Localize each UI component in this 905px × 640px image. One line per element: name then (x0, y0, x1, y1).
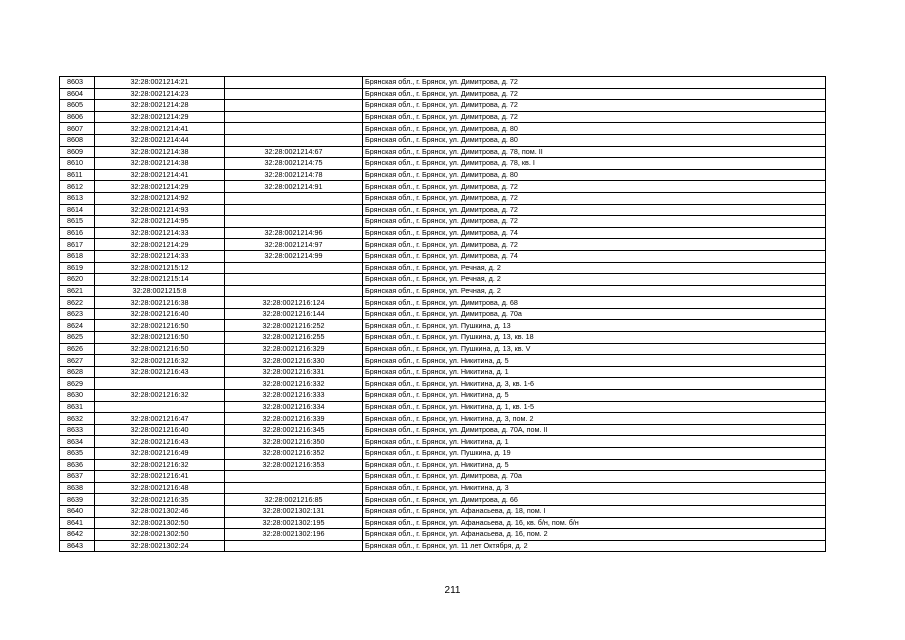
cadastral-number-cell: 32:28:0021216:49 (95, 448, 225, 460)
cadastral-number-cell: 32:28:0021214:41 (95, 169, 225, 181)
address-cell: Брянская обл., г. Брянск, ул. Димитрова, д. 72 (363, 216, 826, 228)
object-cadastral-number-cell (225, 204, 363, 216)
cadastral-number-cell: 32:28:0021216:41 (95, 471, 225, 483)
object-cadastral-number-cell: 32:28:0021216:339 (225, 413, 363, 425)
table-row (60, 274, 826, 286)
cadastral-number-cell: 32:28:0021214:38 (95, 158, 225, 170)
object-cadastral-number-cell (225, 88, 363, 100)
table-row (60, 517, 826, 529)
table-row (60, 123, 826, 135)
row-number-cell: 8614 (60, 204, 95, 216)
cadastral-number-cell: 32:28:0021215:14 (95, 274, 225, 286)
cadastral-number-cell: 32:28:0021214:29 (95, 239, 225, 251)
row-number-cell: 8625 (60, 332, 95, 344)
row-number-cell: 8626 (60, 343, 95, 355)
address-cell: Брянская обл., г. Брянск, ул. Афанасьева, д. 16, кв. б/н, пом. б/н (363, 517, 826, 529)
row-number-cell: 8610 (60, 158, 95, 170)
table-row (60, 204, 826, 216)
object-cadastral-number-cell: 32:28:0021216:255 (225, 332, 363, 344)
row-number-cell: 8616 (60, 227, 95, 239)
table-row (60, 239, 826, 251)
row-number-cell: 8642 (60, 529, 95, 541)
row-number-cell: 8632 (60, 413, 95, 425)
address-cell: Брянская обл., г. Брянск, ул. Димитрова, д. 80 (363, 134, 826, 146)
table-row (60, 343, 826, 355)
cadastral-number-cell: 32:28:0021216:38 (95, 297, 225, 309)
address-cell: Брянская обл., г. Брянск, ул. Димитрова, д. 74 (363, 227, 826, 239)
address-cell: Брянская обл., г. Брянск, ул. Афанасьева, д. 18, пом. I (363, 505, 826, 517)
address-cell: Брянская обл., г. Брянск, ул. Димитрова, д. 70а (363, 471, 826, 483)
row-number-cell: 8637 (60, 471, 95, 483)
cadastral-number-cell: 32:28:0021216:32 (95, 459, 225, 471)
cadastral-number-cell: 32:28:0021216:40 (95, 308, 225, 320)
row-number-cell: 8606 (60, 111, 95, 123)
cadastral-number-cell: 32:28:0021302:50 (95, 517, 225, 529)
object-cadastral-number-cell (225, 274, 363, 286)
object-cadastral-number-cell: 32:28:0021216:332 (225, 378, 363, 390)
row-number-cell: 8639 (60, 494, 95, 506)
row-number-cell: 8617 (60, 239, 95, 251)
table-row (60, 471, 826, 483)
table-row (60, 169, 826, 181)
row-number-cell: 8618 (60, 250, 95, 262)
table-row (60, 216, 826, 228)
cadastral-number-cell: 32:28:0021214:29 (95, 181, 225, 193)
cadastral-number-cell: 32:28:0021214:21 (95, 77, 225, 89)
row-number-cell: 8633 (60, 424, 95, 436)
address-cell: Брянская обл., г. Брянск, ул. Никитина, д. 1, кв. 1-5 (363, 401, 826, 413)
address-cell: Брянская обл., г. Брянск, ул. Никитина, д. 1 (363, 436, 826, 448)
row-number-cell: 8638 (60, 482, 95, 494)
cadastral-number-cell: 32:28:0021214:28 (95, 100, 225, 112)
object-cadastral-number-cell (225, 540, 363, 552)
table-row (60, 459, 826, 471)
address-cell: Брянская обл., г. Брянск, ул. Никитина, д. 5 (363, 459, 826, 471)
address-cell: Брянская обл., г. Брянск, ул. Димитрова, д. 72 (363, 181, 826, 193)
row-number-cell: 8604 (60, 88, 95, 100)
cadastral-number-cell: 32:28:0021302:46 (95, 505, 225, 517)
table-row (60, 134, 826, 146)
cadastral-number-cell: 32:28:0021214:33 (95, 250, 225, 262)
row-number-cell: 8636 (60, 459, 95, 471)
table-row (60, 540, 826, 552)
registry-table (59, 76, 826, 552)
object-cadastral-number-cell: 32:28:0021216:85 (225, 494, 363, 506)
address-cell: Брянская обл., г. Брянск, ул. Речная, д. 2 (363, 262, 826, 274)
cadastral-number-cell: 32:28:0021214:41 (95, 123, 225, 135)
row-number-cell: 8620 (60, 274, 95, 286)
object-cadastral-number-cell (225, 192, 363, 204)
table-row (60, 378, 826, 390)
row-number-cell: 8609 (60, 146, 95, 158)
table-row (60, 158, 826, 170)
object-cadastral-number-cell (225, 262, 363, 274)
address-cell: Брянская обл., г. Брянск, ул. 11 лет Октября, д. 2 (363, 540, 826, 552)
address-cell: Брянская обл., г. Брянск, ул. Димитрова, д. 72 (363, 88, 826, 100)
table-row (60, 320, 826, 332)
row-number-cell: 8612 (60, 181, 95, 193)
object-cadastral-number-cell: 32:28:0021216:330 (225, 355, 363, 367)
object-cadastral-number-cell (225, 77, 363, 89)
table-row (60, 77, 826, 89)
cadastral-number-cell: 32:28:0021302:50 (95, 529, 225, 541)
object-cadastral-number-cell: 32:28:0021214:75 (225, 158, 363, 170)
cadastral-number-cell: 32:28:0021215:8 (95, 285, 225, 297)
object-cadastral-number-cell (225, 134, 363, 146)
row-number-cell: 8627 (60, 355, 95, 367)
row-number-cell: 8621 (60, 285, 95, 297)
cadastral-number-cell: 32:28:0021214:29 (95, 111, 225, 123)
table-row (60, 227, 826, 239)
row-number-cell: 8623 (60, 308, 95, 320)
address-cell: Брянская обл., г. Брянск, ул. Димитрова, д. 70А, пом. II (363, 424, 826, 436)
address-cell: Брянская обл., г. Брянск, ул. Димитрова, д. 72 (363, 204, 826, 216)
cadastral-number-cell: 32:28:0021216:43 (95, 366, 225, 378)
address-cell: Брянская обл., г. Брянск, ул. Никитина, д. 5 (363, 355, 826, 367)
cadastral-number-cell: 32:28:0021214:95 (95, 216, 225, 228)
cadastral-number-cell: 32:28:0021214:92 (95, 192, 225, 204)
cadastral-number-cell: 32:28:0021216:50 (95, 320, 225, 332)
row-number-cell: 8635 (60, 448, 95, 460)
table-row (60, 285, 826, 297)
row-number-cell: 8615 (60, 216, 95, 228)
address-cell: Брянская обл., г. Брянск, ул. Никитина, д. 3, пом. 2 (363, 413, 826, 425)
table-row (60, 192, 826, 204)
object-cadastral-number-cell: 32:28:0021216:353 (225, 459, 363, 471)
row-number-cell: 8643 (60, 540, 95, 552)
table-row (60, 505, 826, 517)
address-cell: Брянская обл., г. Брянск, ул. Димитрова, д. 66 (363, 494, 826, 506)
address-cell: Брянская обл., г. Брянск, ул. Димитрова, д. 78, пом. II (363, 146, 826, 158)
cadastral-number-cell: 32:28:0021214:93 (95, 204, 225, 216)
cadastral-number-cell: 32:28:0021216:35 (95, 494, 225, 506)
row-number-cell: 8608 (60, 134, 95, 146)
cadastral-number-cell (95, 378, 225, 390)
table-row (60, 448, 826, 460)
object-cadastral-number-cell: 32:28:0021216:252 (225, 320, 363, 332)
address-cell: Брянская обл., г. Брянск, ул. Димитрова, д. 72 (363, 192, 826, 204)
cadastral-number-cell: 32:28:0021215:12 (95, 262, 225, 274)
row-number-cell: 8641 (60, 517, 95, 529)
table-row (60, 250, 826, 262)
address-cell: Брянская обл., г. Брянск, ул. Димитрова, д. 72 (363, 239, 826, 251)
table-row (60, 413, 826, 425)
address-cell: Брянская обл., г. Брянск, ул. Димитрова, д. 80 (363, 169, 826, 181)
address-cell: Брянская обл., г. Брянск, ул. Пушкина, д. 13 (363, 320, 826, 332)
object-cadastral-number-cell: 32:28:0021214:78 (225, 169, 363, 181)
table-row (60, 111, 826, 123)
object-cadastral-number-cell: 32:28:0021216:333 (225, 390, 363, 402)
row-number-cell: 8634 (60, 436, 95, 448)
table-row (60, 436, 826, 448)
cadastral-number-cell: 32:28:0021216:43 (95, 436, 225, 448)
address-cell: Брянская обл., г. Брянск, ул. Пушкина, д. 19 (363, 448, 826, 460)
address-cell: Брянская обл., г. Брянск, ул. Димитрова, д. 72 (363, 100, 826, 112)
cadastral-number-cell: 32:28:0021216:32 (95, 390, 225, 402)
object-cadastral-number-cell (225, 482, 363, 494)
row-number-cell: 8631 (60, 401, 95, 413)
cadastral-number-cell: 32:28:0021216:32 (95, 355, 225, 367)
address-cell: Брянская обл., г. Брянск, ул. Речная, д. 2 (363, 285, 826, 297)
row-number-cell: 8622 (60, 297, 95, 309)
cadastral-number-cell: 32:28:0021216:48 (95, 482, 225, 494)
table-row (60, 424, 826, 436)
table-row (60, 366, 826, 378)
cadastral-number-cell: 32:28:0021214:33 (95, 227, 225, 239)
object-cadastral-number-cell: 32:28:0021214:99 (225, 250, 363, 262)
table-row (60, 297, 826, 309)
row-number-cell: 8629 (60, 378, 95, 390)
object-cadastral-number-cell (225, 285, 363, 297)
address-cell: Брянская обл., г. Брянск, ул. Никитина, д. 5 (363, 390, 826, 402)
table-row (60, 262, 826, 274)
row-number-cell: 8611 (60, 169, 95, 181)
address-cell: Брянская обл., г. Брянск, ул. Пушкина, д. 13, кв. V (363, 343, 826, 355)
address-cell: Брянская обл., г. Брянск, ул. Димитрова, д. 78, кв. I (363, 158, 826, 170)
row-number-cell: 8613 (60, 192, 95, 204)
table-row (60, 494, 826, 506)
object-cadastral-number-cell: 32:28:0021216:352 (225, 448, 363, 460)
object-cadastral-number-cell: 32:28:0021302:131 (225, 505, 363, 517)
cadastral-number-cell: 32:28:0021216:50 (95, 343, 225, 355)
cadastral-number-cell: 32:28:0021302:24 (95, 540, 225, 552)
cadastral-number-cell (95, 401, 225, 413)
object-cadastral-number-cell: 32:28:0021216:124 (225, 297, 363, 309)
object-cadastral-number-cell: 32:28:0021302:196 (225, 529, 363, 541)
address-cell: Брянская обл., г. Брянск, ул. Димитрова, д. 74 (363, 250, 826, 262)
table-row (60, 332, 826, 344)
object-cadastral-number-cell (225, 471, 363, 483)
cadastral-number-cell: 32:28:0021216:40 (95, 424, 225, 436)
cadastral-number-cell: 32:28:0021214:38 (95, 146, 225, 158)
row-number-cell: 8605 (60, 100, 95, 112)
table-row (60, 482, 826, 494)
address-cell: Брянская обл., г. Брянск, ул. Афанасьева, д. 16, пом. 2 (363, 529, 826, 541)
object-cadastral-number-cell: 32:28:0021216:334 (225, 401, 363, 413)
address-cell: Брянская обл., г. Брянск, ул. Димитрова, д. 72 (363, 77, 826, 89)
address-cell: Брянская обл., г. Брянск, ул. Речная, д. 2 (363, 274, 826, 286)
object-cadastral-number-cell: 32:28:0021214:97 (225, 239, 363, 251)
object-cadastral-number-cell: 32:28:0021302:195 (225, 517, 363, 529)
object-cadastral-number-cell: 32:28:0021216:345 (225, 424, 363, 436)
address-cell: Брянская обл., г. Брянск, ул. Димитрова, д. 72 (363, 111, 826, 123)
address-cell: Брянская обл., г. Брянск, ул. Димитрова, д. 68 (363, 297, 826, 309)
cadastral-number-cell: 32:28:0021216:47 (95, 413, 225, 425)
object-cadastral-number-cell: 32:28:0021214:91 (225, 181, 363, 193)
registry-table-body (60, 77, 826, 552)
object-cadastral-number-cell: 32:28:0021216:350 (225, 436, 363, 448)
table-row (60, 100, 826, 112)
page-number: 211 (444, 585, 461, 596)
row-number-cell: 8603 (60, 77, 95, 89)
row-number-cell: 8607 (60, 123, 95, 135)
table-row (60, 401, 826, 413)
object-cadastral-number-cell: 32:28:0021216:144 (225, 308, 363, 320)
address-cell: Брянская обл., г. Брянск, ул. Пушкина, д. 13, кв. 18 (363, 332, 826, 344)
object-cadastral-number-cell: 32:28:0021214:96 (225, 227, 363, 239)
row-number-cell: 8630 (60, 390, 95, 402)
object-cadastral-number-cell: 32:28:0021216:329 (225, 343, 363, 355)
object-cadastral-number-cell (225, 111, 363, 123)
table-row (60, 390, 826, 402)
row-number-cell: 8619 (60, 262, 95, 274)
object-cadastral-number-cell: 32:28:0021216:331 (225, 366, 363, 378)
address-cell: Брянская обл., г. Брянск, ул. Никитина, д. 3, кв. 1-6 (363, 378, 826, 390)
table-row (60, 529, 826, 541)
address-cell: Брянская обл., г. Брянск, ул. Никитина, д. 3 (363, 482, 826, 494)
table-row (60, 88, 826, 100)
object-cadastral-number-cell (225, 216, 363, 228)
table-row (60, 308, 826, 320)
table-row (60, 146, 826, 158)
cadastral-number-cell: 32:28:0021216:50 (95, 332, 225, 344)
object-cadastral-number-cell (225, 100, 363, 112)
object-cadastral-number-cell (225, 123, 363, 135)
cadastral-number-cell: 32:28:0021214:44 (95, 134, 225, 146)
table-row (60, 355, 826, 367)
table-row (60, 181, 826, 193)
address-cell: Брянская обл., г. Брянск, ул. Димитрова, д. 80 (363, 123, 826, 135)
cadastral-number-cell: 32:28:0021214:23 (95, 88, 225, 100)
row-number-cell: 8624 (60, 320, 95, 332)
address-cell: Брянская обл., г. Брянск, ул. Никитина, д. 1 (363, 366, 826, 378)
address-cell: Брянская обл., г. Брянск, ул. Димитрова, д. 70а (363, 308, 826, 320)
object-cadastral-number-cell: 32:28:0021214:67 (225, 146, 363, 158)
row-number-cell: 8628 (60, 366, 95, 378)
row-number-cell: 8640 (60, 505, 95, 517)
